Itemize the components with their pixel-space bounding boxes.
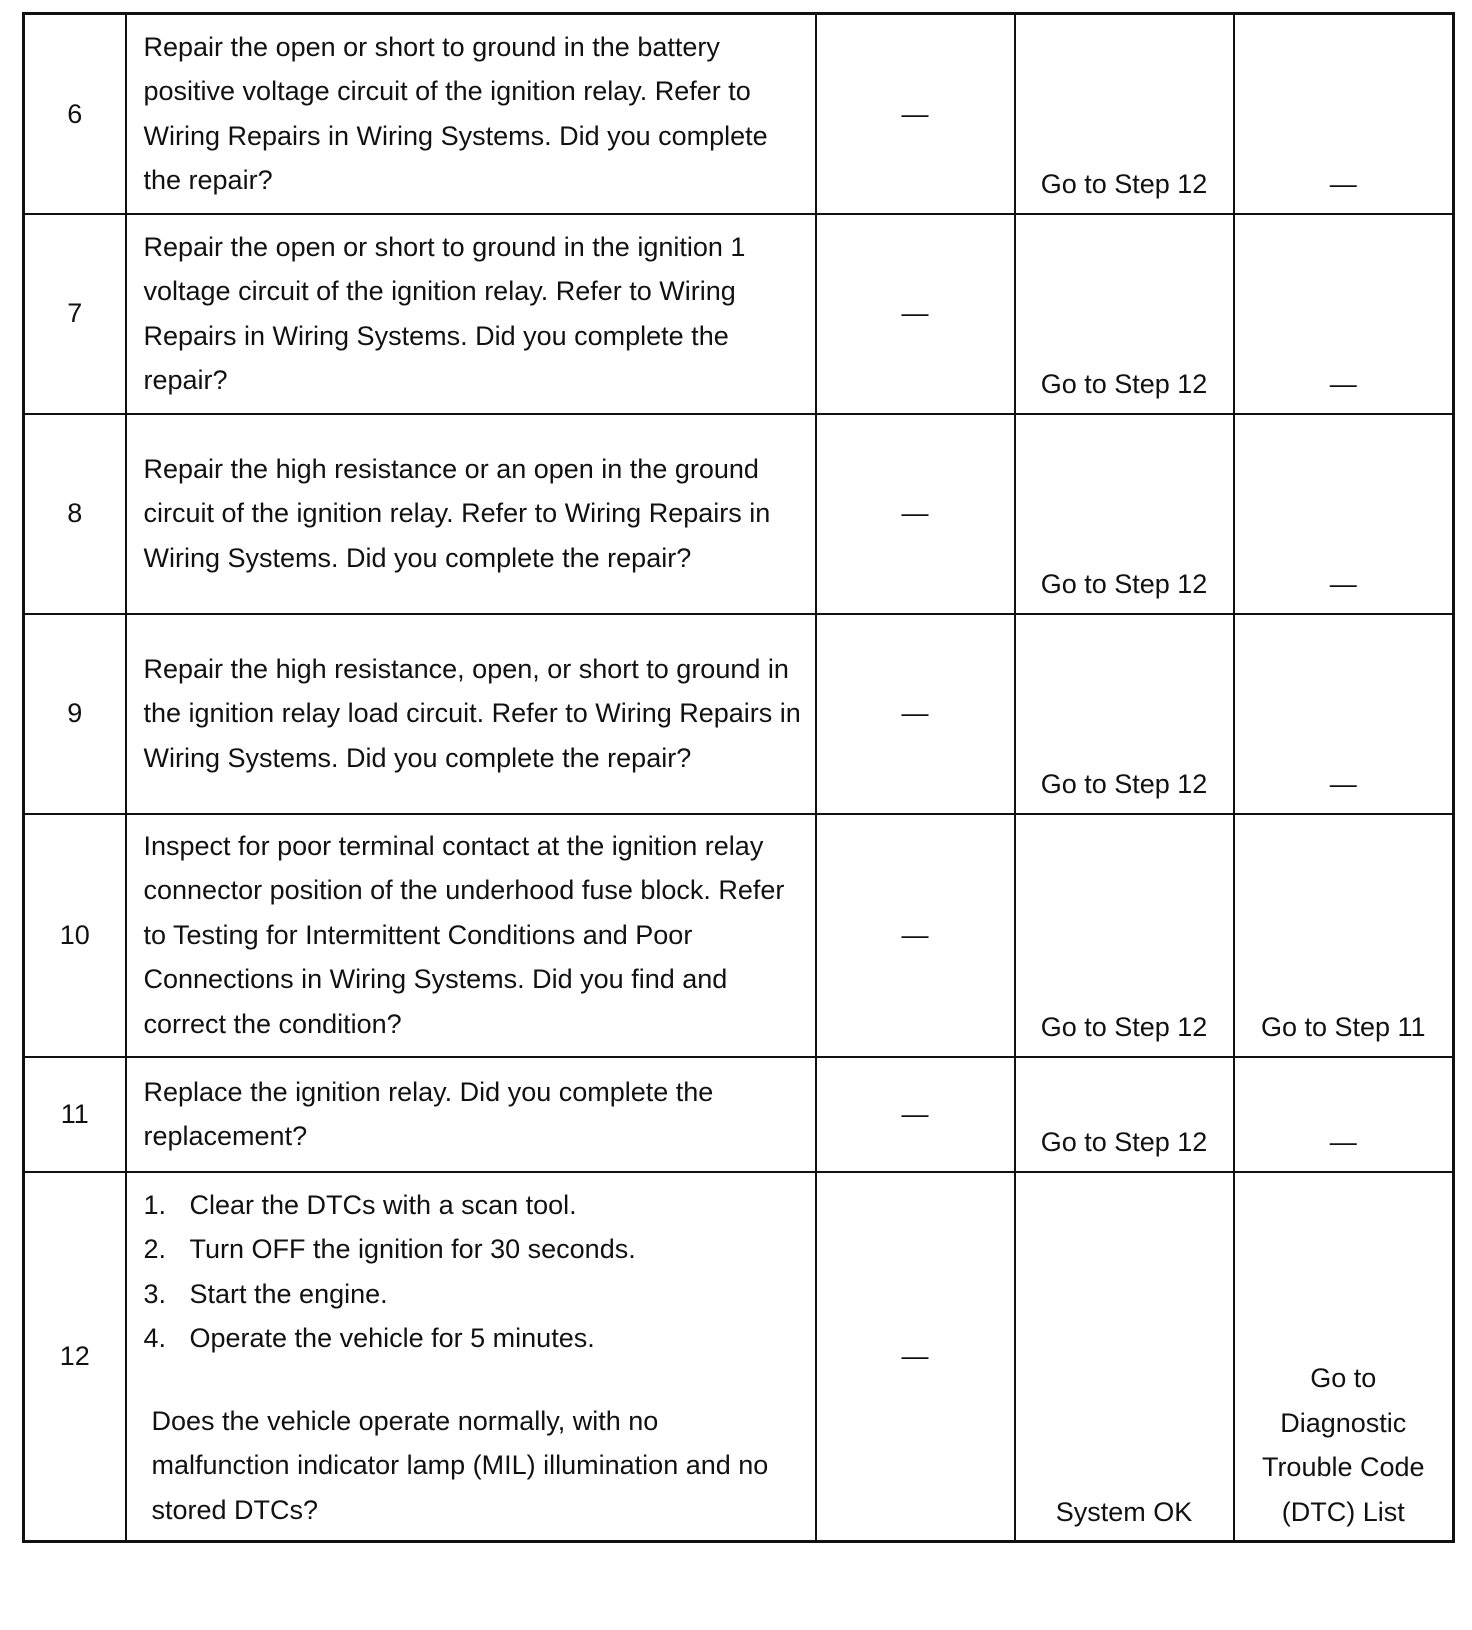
yes-text: System OK — [1055, 1496, 1193, 1527]
substep-number: 4. — [143, 1323, 167, 1353]
step-value: — — [816, 414, 1015, 614]
substep-text: Start the engine. — [189, 1278, 388, 1309]
step-yes — [1015, 1057, 1234, 1172]
substep-list — [144, 1183, 803, 1361]
table-row — [24, 414, 1454, 614]
step-number: 9 — [24, 614, 126, 814]
list-item — [144, 1272, 803, 1317]
step-no — [1234, 214, 1454, 414]
step-no — [1234, 1057, 1454, 1172]
action-text: Replace the ignition relay. Did you complete the replacement? — [143, 1076, 714, 1151]
substep-number: 2. — [143, 1234, 167, 1264]
step-action — [126, 1172, 816, 1542]
step-action — [126, 214, 816, 414]
no-text: Go to Diagnostic Trouble Code (DTC) List — [1261, 1363, 1425, 1527]
step-yes — [1015, 1172, 1234, 1542]
action-text: Repair the high resistance, open, or short to ground in the ignition relay load circuit. Refer to Wiring Repairs in Wiring Systems. Did you complete the repair? — [143, 653, 801, 773]
step-number: 10 — [24, 814, 126, 1057]
yes-text: Go to Step 12 — [1040, 1012, 1208, 1042]
no-text: — — [1329, 569, 1357, 599]
step-number: 12 — [24, 1172, 126, 1542]
table-row — [24, 1057, 1454, 1172]
substep-text: Operate the vehicle for 5 minutes. — [189, 1323, 595, 1353]
table-row — [24, 1172, 1454, 1542]
yes-text: Go to Step 12 — [1040, 369, 1208, 399]
list-item — [144, 1227, 803, 1272]
step-no — [1234, 614, 1454, 814]
step-value: — — [816, 814, 1015, 1057]
step-value: — — [816, 1172, 1015, 1542]
table-row — [24, 14, 1454, 214]
table-row — [24, 214, 1454, 414]
table-row — [24, 814, 1454, 1057]
list-item — [144, 1183, 803, 1228]
no-text: — — [1329, 169, 1357, 199]
step-number: 7 — [24, 214, 126, 414]
step-value: — — [816, 1057, 1015, 1172]
no-text: Go to Step 11 — [1260, 1012, 1426, 1042]
substep-text: Clear the DTCs with a scan tool. — [189, 1189, 577, 1220]
yes-text: Go to Step 12 — [1040, 569, 1208, 599]
step-yes — [1015, 214, 1234, 414]
step-yes — [1015, 614, 1234, 814]
substep-number: 3. — [143, 1278, 167, 1309]
step-no — [1234, 14, 1454, 214]
step-value: — — [816, 14, 1015, 214]
step-action — [126, 814, 816, 1057]
no-text: — — [1329, 369, 1357, 399]
substep-number: 1. — [143, 1189, 167, 1220]
step-number: 11 — [24, 1057, 126, 1172]
substep-text: Turn OFF the ignition for 30 seconds. — [189, 1234, 636, 1264]
action-text: Inspect for poor terminal contact at the ignition relay connector position of the underhood fuse block. Refer to Testing for Intermittent Conditions and Poor Connections in Wiring Systems. Did you find and correct the condition? — [143, 830, 785, 1039]
table-row — [24, 614, 1454, 814]
action-text: Repair the open or short to ground in the ignition 1 voltage circuit of the ignition relay. Refer to Wiring Repairs in Wiring Systems. Did you complete the repair? — [143, 231, 746, 395]
step-value: — — [816, 214, 1015, 414]
step-action — [126, 1057, 816, 1172]
step-no — [1234, 814, 1454, 1057]
step-question: Does the vehicle operate normally, with no malfunction indicator lamp (MIL) illumination and no stored DTCs? — [151, 1405, 769, 1525]
step-action — [126, 414, 816, 614]
step-yes — [1015, 814, 1234, 1057]
step-yes — [1015, 414, 1234, 614]
step-value: — — [816, 614, 1015, 814]
action-text: Repair the high resistance or an open in the ground circuit of the ignition relay. Refer to Wiring Repairs in Wiring Systems. Did you complete the repair? — [143, 453, 771, 573]
step-yes — [1015, 14, 1234, 214]
no-text: — — [1329, 1127, 1357, 1157]
action-text: Repair the open or short to ground in the battery positive voltage circuit of the ignition relay. Refer to Wiring Repairs in Wiring Systems. Did you complete the repair? — [143, 31, 768, 196]
step-number: 8 — [24, 414, 126, 614]
step-action — [126, 14, 816, 214]
yes-text: Go to Step 12 — [1040, 769, 1208, 799]
diagnostic-table — [22, 12, 1455, 1543]
step-no — [1234, 1172, 1454, 1542]
step-number: 6 — [24, 14, 126, 214]
step-action — [126, 614, 816, 814]
no-text: — — [1329, 769, 1357, 799]
yes-text: Go to Step 12 — [1040, 1127, 1208, 1157]
yes-text: Go to Step 12 — [1040, 169, 1208, 199]
step-no — [1234, 414, 1454, 614]
list-item — [144, 1316, 803, 1361]
